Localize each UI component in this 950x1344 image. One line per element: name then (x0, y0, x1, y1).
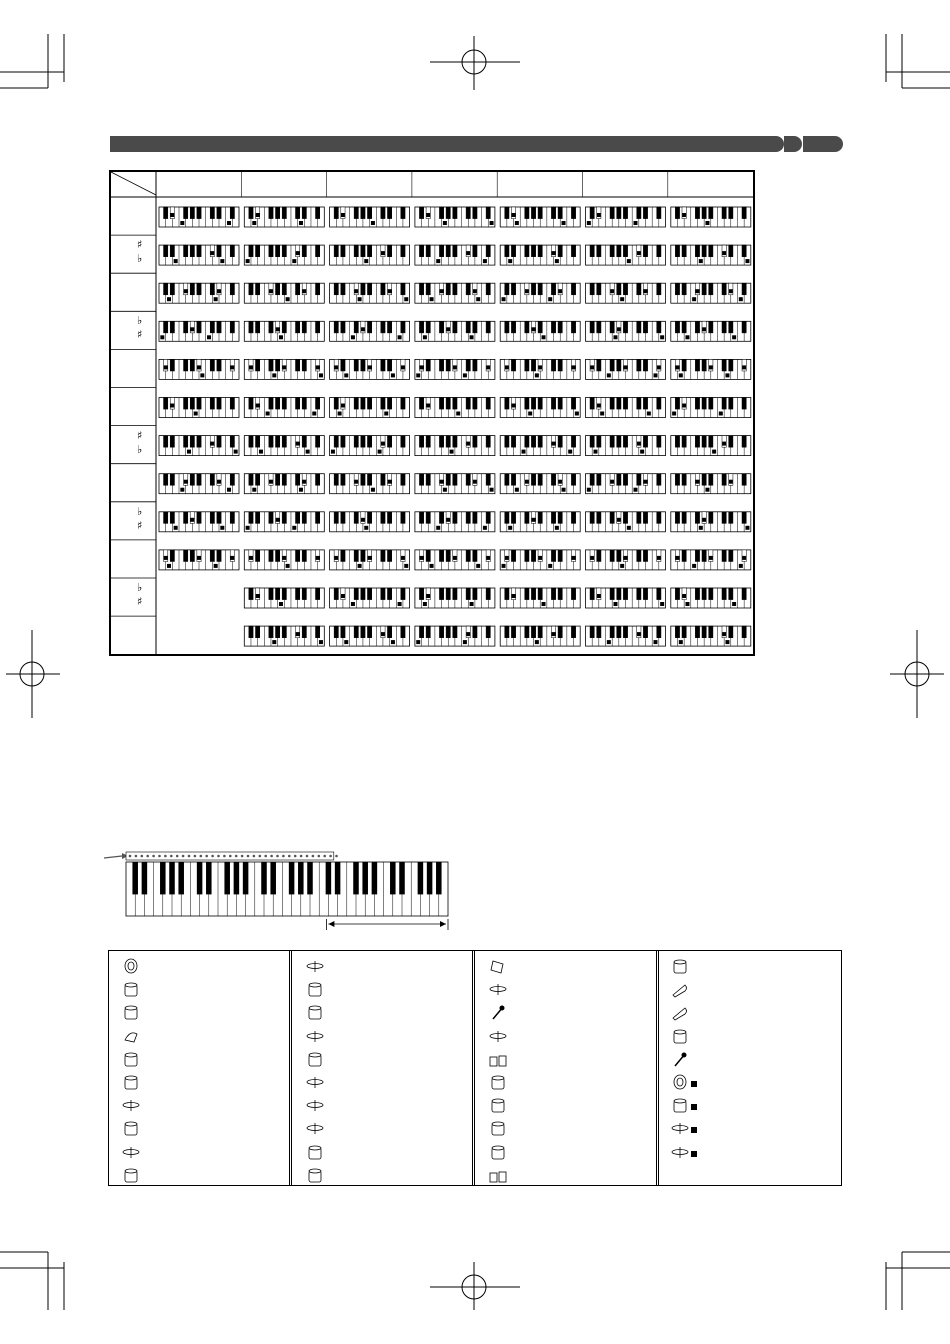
chord-keyboard (671, 359, 751, 379)
vibraslap-icon (489, 1004, 507, 1022)
cabasa-icon (671, 958, 689, 976)
chord-keyboard (330, 207, 410, 227)
bass-drum-icon (122, 958, 140, 976)
chord-keyboard (586, 550, 666, 570)
accidental-label: ♭ (137, 252, 143, 266)
chord-keyboard (415, 436, 495, 456)
bass-drum-icon (671, 1074, 689, 1092)
chord-keyboard (159, 398, 239, 418)
chord-keyboard (415, 626, 495, 646)
chord-keyboard (244, 436, 324, 456)
accidental-label: ♭ (137, 581, 143, 594)
ride-cymbal-icon (489, 1028, 507, 1046)
chord-grid (111, 172, 753, 654)
splash-cymbal-icon (306, 1097, 324, 1115)
chord-keyboard (586, 474, 666, 494)
crash-cymbal-icon (489, 981, 507, 999)
crash-cymbal-icon (122, 1144, 140, 1162)
chord-keyboard (415, 588, 495, 608)
crash-cymbal-icon (306, 1028, 324, 1046)
chord-keyboard (671, 588, 751, 608)
chord-keyboard (415, 512, 495, 532)
column-divider (289, 950, 292, 1186)
square-marker (691, 1081, 697, 1087)
chord-keyboard (671, 321, 751, 341)
chord-keyboard (415, 207, 495, 227)
chord-keyboard (500, 398, 580, 418)
chord-keyboard (671, 283, 751, 303)
chord-keyboard (500, 359, 580, 379)
chord-keyboard (330, 283, 410, 303)
ride-cymbal-icon (306, 1074, 324, 1092)
chord-keyboard (159, 359, 239, 379)
hi-hat-icon (671, 1120, 689, 1138)
square-marker (691, 1151, 697, 1157)
accidental-label: ♭ (137, 314, 143, 328)
tom-icon (122, 1167, 140, 1185)
chord-keyboard (500, 550, 580, 570)
accidental-label: ♯ (137, 238, 143, 252)
hi-hat-icon (671, 1144, 689, 1162)
chord-fingering-table (109, 170, 755, 656)
tom-icon (306, 1051, 324, 1069)
chord-keyboard (415, 474, 495, 494)
chord-keyboard (330, 588, 410, 608)
tom-icon (306, 1004, 324, 1022)
whistle-icon (671, 1004, 689, 1022)
timbale-icon (489, 1144, 507, 1162)
chord-keyboard (330, 245, 410, 265)
chord-keyboard (415, 283, 495, 303)
accidental-label: ♯ (137, 518, 143, 532)
drum-sound-table (108, 950, 842, 1186)
tambourine-icon (306, 1144, 324, 1162)
chord-keyboard (586, 512, 666, 532)
maracas-icon (671, 981, 689, 999)
chord-keyboard (500, 588, 580, 608)
accidental-label: ♭ (137, 504, 143, 518)
chord-keyboard (330, 474, 410, 494)
chord-keyboard (500, 207, 580, 227)
chord-keyboard (244, 359, 324, 379)
accidental-label: ♯ (137, 595, 143, 608)
header-tab-marker (803, 136, 843, 152)
chord-keyboard (244, 512, 324, 532)
chord-keyboard (330, 398, 410, 418)
chord-keyboard (159, 207, 239, 227)
chord-keyboard (330, 359, 410, 379)
chord-keyboard (671, 474, 751, 494)
claves-icon (671, 1051, 689, 1069)
chord-keyboard (500, 283, 580, 303)
chord-keyboard (330, 550, 410, 570)
chord-keyboard (330, 321, 410, 341)
chord-keyboard (671, 398, 751, 418)
chord-keyboard (586, 588, 666, 608)
chord-keyboard (415, 550, 495, 570)
chord-keyboard (330, 626, 410, 646)
chord-keyboard (244, 321, 324, 341)
chord-keyboard (671, 512, 751, 532)
chord-keyboard (415, 245, 495, 265)
chord-keyboard (586, 283, 666, 303)
chord-keyboard (244, 245, 324, 265)
chord-keyboard (500, 321, 580, 341)
chord-keyboard (159, 283, 239, 303)
chord-keyboard (500, 245, 580, 265)
column-divider (472, 950, 475, 1186)
accidental-label: ♯ (137, 328, 143, 342)
chord-keyboard (415, 359, 495, 379)
timbale-icon (489, 1120, 507, 1138)
header-tab-marker (766, 136, 784, 152)
chord-keyboard (586, 626, 666, 646)
chord-keyboard (244, 626, 324, 646)
chord-keyboard (586, 359, 666, 379)
chord-keyboard (586, 398, 666, 418)
snare-rim-icon (122, 1051, 140, 1069)
chord-keyboard (500, 626, 580, 646)
keyboard-diagram (100, 850, 460, 934)
accidental-label: ♯ (137, 428, 143, 442)
chord-keyboard (671, 207, 751, 227)
chord-keyboard (671, 626, 751, 646)
conga-icon (489, 1097, 507, 1115)
chord-keyboard (159, 512, 239, 532)
chord-keyboard (330, 436, 410, 456)
chord-keyboard (586, 207, 666, 227)
ride-bell-icon (306, 1167, 324, 1185)
chord-keyboard (586, 321, 666, 341)
chord-keyboard (159, 474, 239, 494)
header-tab-marker (784, 136, 802, 152)
chord-keyboard (586, 436, 666, 456)
tom-icon (122, 1120, 140, 1138)
chord-keyboard (415, 398, 495, 418)
tom-icon (122, 1004, 140, 1022)
chord-keyboard (415, 321, 495, 341)
chord-keyboard (244, 550, 324, 570)
chord-keyboard (244, 474, 324, 494)
snare-drum-icon (122, 981, 140, 999)
chord-keyboard (671, 436, 751, 456)
chord-keyboard (159, 245, 239, 265)
chord-keyboard (159, 436, 239, 456)
square-marker (691, 1104, 697, 1110)
section-header-bar (110, 136, 770, 152)
chord-keyboard (500, 474, 580, 494)
chord-keyboard (244, 398, 324, 418)
bongo-icon (489, 1051, 507, 1069)
hi-hat-closed-icon (122, 1097, 140, 1115)
conga-icon (489, 1074, 507, 1092)
guiro-icon (671, 1028, 689, 1046)
snare-drum-icon (671, 1097, 689, 1115)
floor-tom-icon (122, 1074, 140, 1092)
chord-keyboard (671, 550, 751, 570)
chord-keyboard (330, 512, 410, 532)
tom-icon (306, 981, 324, 999)
chord-keyboard (244, 588, 324, 608)
cowbell-icon (489, 958, 507, 976)
chord-keyboard (586, 245, 666, 265)
column-divider (656, 950, 659, 1186)
chord-keyboard (244, 283, 324, 303)
hand-clap-icon (122, 1028, 140, 1046)
accidental-label: ♭ (137, 442, 143, 456)
chord-keyboard (500, 512, 580, 532)
chord-keyboard (159, 550, 239, 570)
square-marker (691, 1127, 697, 1133)
chord-keyboard (500, 436, 580, 456)
chinese-cymbal-icon (306, 1120, 324, 1138)
chord-keyboard (671, 245, 751, 265)
chord-keyboard (159, 321, 239, 341)
agogo-icon (489, 1167, 507, 1185)
chord-keyboard (244, 207, 324, 227)
hi-hat-open-icon (306, 958, 324, 976)
